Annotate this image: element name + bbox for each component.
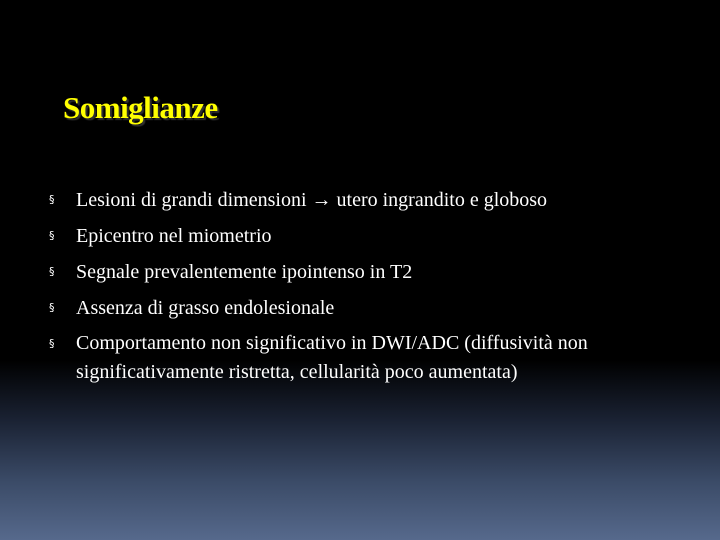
square-bullet-icon: § (49, 229, 55, 242)
bullet-item (46, 290, 686, 326)
bullet-text: Lesioni di grandi dimensioni → utero ingrandito e globoso (76, 189, 548, 211)
square-bullet-icon: § (49, 265, 55, 278)
bullet-text: Segnale prevalentemente ipointenso in T2 (76, 261, 413, 283)
square-bullet-icon: § (49, 337, 55, 350)
bullet-text: Assenza di grasso endolesionale (76, 297, 335, 319)
bullet-item (46, 218, 686, 254)
bullet-item (46, 254, 686, 290)
slide-title: Somiglianze (63, 90, 218, 125)
bullet-item (46, 182, 686, 218)
bullet-text: Epicentro nel miometrio (76, 225, 272, 247)
bullet-item (46, 326, 686, 387)
bullet-text: Comportamento non significativo in DWI/ADC (diffusività non significativamente ristretta, cellularità poco aumentata) (76, 332, 588, 383)
square-bullet-icon: § (49, 193, 55, 206)
bullet-list (46, 182, 686, 387)
square-bullet-icon: § (49, 301, 55, 314)
